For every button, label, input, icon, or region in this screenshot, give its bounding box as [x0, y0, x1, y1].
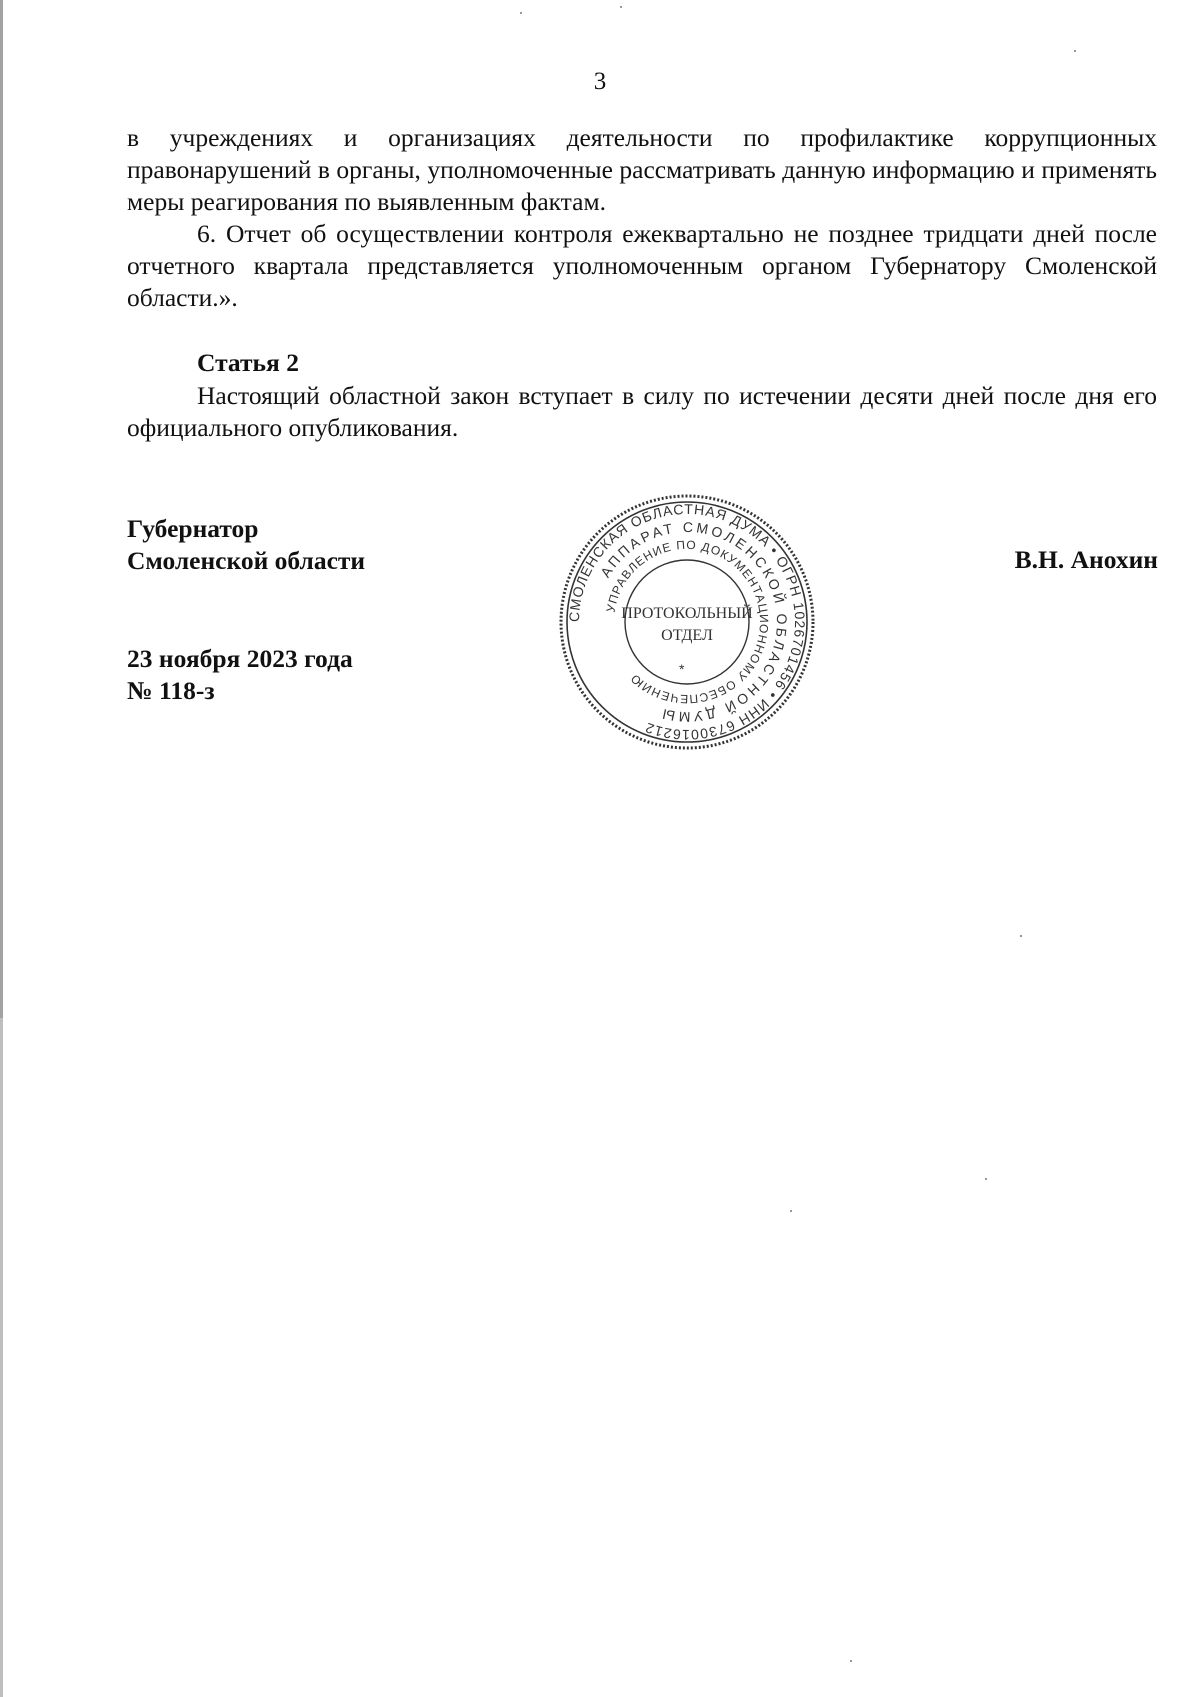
page-number: 3: [593, 68, 607, 95]
signatory-name: В.Н. Анохин: [1014, 545, 1158, 574]
law-date-number: [127, 643, 353, 707]
stamp-inner-ring-text: УПРАВЛЕНИЕ ПО ДОКУМЕНТАЦИОННОМУ ОБЕСПЕЧЕНИЮ: [603, 537, 772, 707]
paragraph-continuation: в учреждениях и организациях деятельности по профилактике коррупционных правонарушений в органы, уполномоченные рассматривать данную информацию и применять меры реагирования по выявленным фактам.: [127, 123, 1157, 216]
law-date: 23 ноября 2023 года: [127, 644, 353, 673]
law-number: № 118-з: [127, 676, 215, 705]
scan-edge-shadow: [0, 0, 3, 1697]
paragraph-item-6: 6. Отчет об осуществлении контроля ежеквартально не позднее тридцати дней после отчетного квартала представляется уполномоченным органом Губернатору Смоленской области.».: [127, 219, 1157, 312]
article-text: Настоящий областной закон вступает в силу по истечении десяти дней после дня его официального опубликования.: [127, 381, 1157, 442]
scan-speck: [850, 1660, 852, 1662]
stamp-middle-text: АППАРАТ СМОЛЕНСКОЙ ОБЛАСТНОЙ ДУМЫ: [597, 518, 791, 726]
scan-speck: [790, 1210, 792, 1212]
scan-speck: [620, 6, 622, 8]
stamp-star: *: [679, 661, 685, 677]
article-title: Статья 2: [197, 348, 299, 377]
signatory-position-line2: Смоленской области: [127, 546, 366, 575]
scan-speck: [520, 12, 522, 14]
stamp-center-line2: ОТДЕЛ: [661, 627, 713, 644]
signatory-position-line1: Губернатор: [127, 514, 259, 543]
scan-speck: [1020, 935, 1022, 937]
scan-speck: [985, 1178, 987, 1180]
stamp-outer-text: СМОЛЕНСКАЯ ОБЛАСТНАЯ ДУМА • ОГРН 1026701456 • ИНН 6730016212: [565, 500, 809, 744]
scan-speck: [1074, 50, 1076, 52]
official-stamp: [557, 492, 817, 752]
stamp-center-line1: ПРОТОКОЛЬНЫЙ: [621, 605, 753, 622]
signatory-position: [127, 513, 365, 577]
